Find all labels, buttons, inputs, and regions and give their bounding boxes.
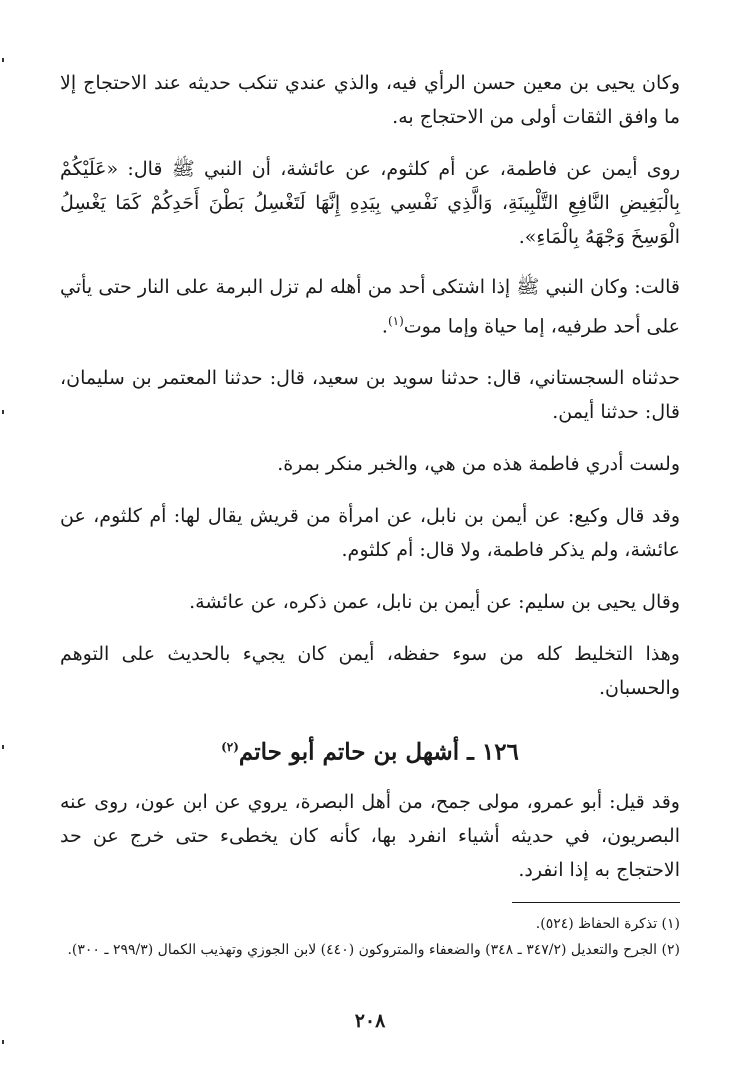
page-body [60,66,680,905]
paragraph-entry-body: وقد قيل: أبو عمرو، مولى جمح، من أهل البصرة، يروي عن ابن عون، روى عنه البصريون، في حديثه أشياء انفرد بها، كأنه كان يخطىء حتى خرج عن حد الاحتجاج به إذا انفرد. [60,790,680,881]
footnotes [60,912,680,964]
paragraph-2-hadith: روى أيمن عن فاطمة، عن أم كلثوم، عن عائشة، أن النبي ﷺ قال: «عَلَيْكُمْ بِالْبَغِيضِ النَّافِعِ التَّلْبِينَةِ، وَالَّذِي نَفْسِي بِيَدِهِ إِنَّهَا لَتَغْسِلُ بَطْنَ أَحَدِكُمْ كَمَا يَغْسِلُ الْوَسِخَ وَجْهَهُ بِالْمَاءِ». [60,158,680,248]
footnote-2: (٢) الجرح والتعديل (٣٤٧/٢ ـ ٣٤٨) والضعفاء والمتروكون (٤٤٠) لابن الجوزي وتهذيب الكمال (٢٩٩/٣ ـ ٣٠٠). [67,942,680,958]
paragraph-8: وهذا التخليط كله من سوء حفظه، أيمن كان يجيء بالحديث على التوهم والحسبان. [60,643,680,700]
footnote-separator [512,902,680,903]
footnote-ref-2[interactable]: (٢) [221,740,239,755]
paragraph-1: وكان يحيى بن معين حسن الرأي فيه، والذي عندي تنكب حديثه عند الاحتجاج إلا ما وافق الثقات أولى من الاحتجاج به. [60,72,680,128]
paragraph-3: قالت: وكان النبي ﷺ إذا اشتكى أحد من أهله لم تزل البرمة على النار حتى يأتي على أحد طرفيه، إما حياة وإما موت$^{(١)}$. [60,276,680,338]
margin-mark [2,745,4,749]
paragraph-7: وقال يحيى بن سليم: عن أيمن بن نابل، عمن ذكره، عن عائشة. [189,591,680,614]
footnote-ref-1[interactable]: (١) [387,314,404,328]
margin-mark [2,58,4,62]
entry-heading: ١٢٦ ـ أشهل بن حاتم أبو حاتم$^{(٢)}$ [221,738,519,766]
paragraph-5: ولست أدري فاطمة هذه من هي، والخبر منكر بمرة. [277,453,680,476]
paragraph-6: وقد قال وكيع: عن أيمن بن نابل، عن امرأة من قريش يقال لها: أم كلثوم، عن عائشة، ولم يذكر فاطمة، ولا قال: أم كلثوم. [60,505,680,562]
footnote-1: (١) تذكرة الحفاظ (٥٢٤). [535,916,680,932]
page-number: ٢٠٨ [354,1010,386,1032]
paragraph-4: حدثناه السجستاني، قال: حدثنا سويد بن سعيد، قال: حدثنا المعتمر بن سليمان، قال: حدثنا أيمن. [60,367,680,424]
margin-mark [2,1040,4,1044]
margin-mark [2,410,4,414]
